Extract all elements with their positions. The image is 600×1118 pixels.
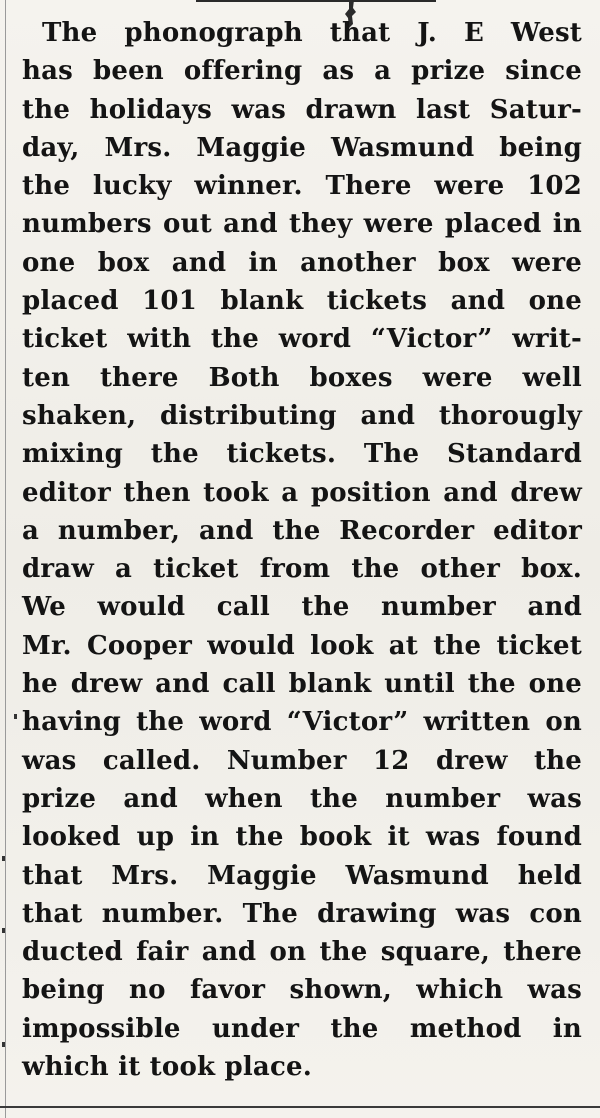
article-line: numbers out and they were placed in xyxy=(22,209,582,240)
article-line: he drew and call blank until the one xyxy=(22,669,582,700)
article-line: the holidays was drawn last Satur- xyxy=(22,94,582,125)
article-line: The phonograph that J. E West xyxy=(42,18,582,48)
left-column-rule xyxy=(5,0,6,1118)
article-line: that number. The drawing was con xyxy=(22,898,582,929)
top-column-rule xyxy=(196,0,436,2)
article-line: ticket with the word “Victor” writ- xyxy=(22,324,582,355)
margin-mark xyxy=(2,856,5,861)
article-line: draw a ticket from the other box. xyxy=(22,554,582,585)
article-line: editor then took a position and drew xyxy=(22,477,582,508)
article-line: prize and when the number was xyxy=(22,783,582,814)
article-line: impossible under the method in xyxy=(22,1013,582,1044)
article-line: one box and in another box were xyxy=(22,247,582,278)
margin-mark xyxy=(2,1042,5,1047)
article-line: was called. Number 12 drew the xyxy=(22,745,582,776)
bottom-column-rule xyxy=(0,1106,600,1108)
article-line: ducted fair and on the square, there xyxy=(22,937,582,968)
article-line: which it took place. xyxy=(22,1052,312,1083)
article-line: mixing the tickets. The Standard xyxy=(22,439,582,470)
article-line: We would call the number and xyxy=(22,592,582,623)
margin-mark xyxy=(2,928,5,933)
article-line: the lucky winner. There were 102 xyxy=(22,171,582,202)
article-line: placed 101 blank tickets and one xyxy=(22,286,582,317)
article-line: shaken, distributing and thorougly xyxy=(22,400,582,431)
article-line: having the word “Victor” written on xyxy=(22,707,582,738)
article-line: a number, and the Recorder editor xyxy=(22,515,582,546)
article-line: that Mrs. Maggie Wasmund held xyxy=(22,860,582,891)
news-article xyxy=(22,14,582,1086)
article-line: looked up in the book it was found xyxy=(22,822,582,853)
margin-mark xyxy=(14,714,17,719)
article-line: being no favor shown, which was xyxy=(22,975,582,1006)
article-line: has been offering as a prize since xyxy=(22,56,582,87)
article-line: Mr. Cooper would look at the ticket xyxy=(22,630,582,661)
article-line: day, Mrs. Maggie Wasmund being xyxy=(22,132,582,163)
article-line: ten there Both boxes were well xyxy=(22,362,582,393)
